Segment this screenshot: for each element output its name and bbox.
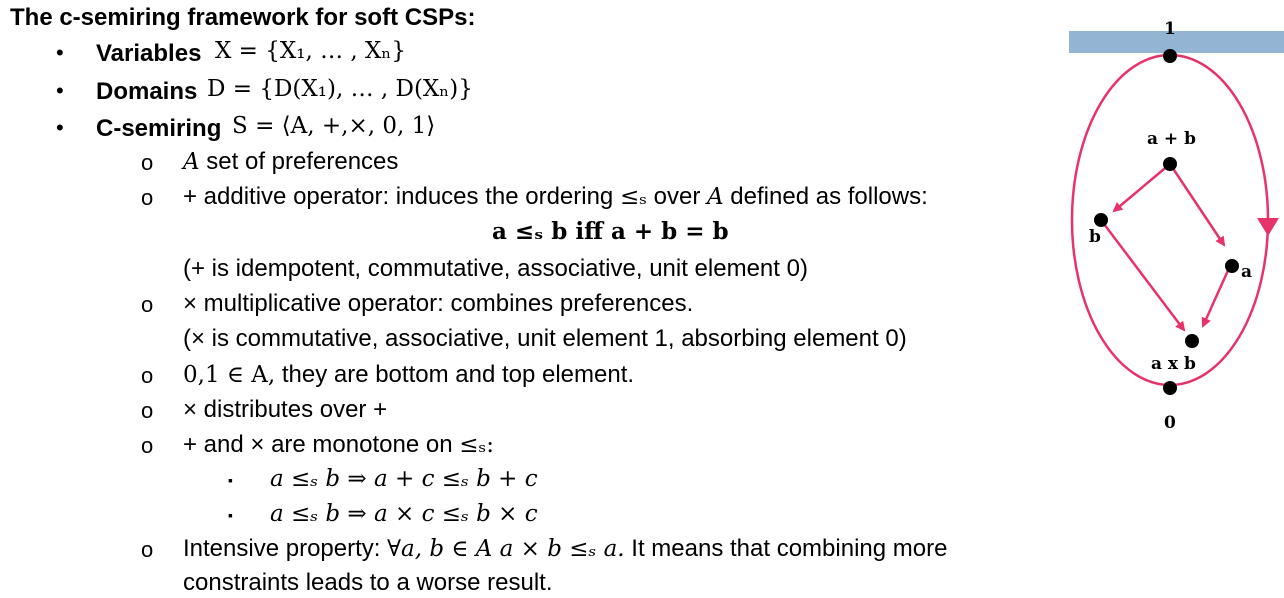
intensive-text-b: It means that combining more [624, 535, 948, 562]
node-join [1163, 157, 1177, 171]
sub-item-additive [183, 183, 928, 211]
bottom-top-math: 0,1 ∈ A, [183, 362, 276, 388]
edge-join-to-b [1114, 164, 1170, 211]
sub-marker: o [141, 398, 154, 423]
intensive-line2: constraints leads to a worse result. [183, 569, 553, 596]
additive-text-c: defined as follows: [723, 183, 928, 210]
domains-label: Domains [96, 78, 198, 105]
bullet-marker: • [56, 78, 64, 103]
distributes-text: × distributes over + [183, 396, 388, 423]
intensive-math: ∀a, b ∈ A a × b ≤ₛ a. [387, 536, 625, 562]
label-bottom: 0 [1164, 413, 1176, 433]
sub-marker: o [141, 185, 154, 210]
bullet-marker: • [56, 40, 64, 65]
sub-marker: o [141, 292, 154, 317]
edge-join-to-a [1170, 164, 1224, 245]
multiplicative-note: (× is commutative, associative, unit element 1, absorbing element 0) [183, 325, 907, 352]
node-a [1225, 259, 1239, 273]
square-marker: ▪ [228, 507, 233, 523]
node-meet [1185, 334, 1199, 348]
semiring-lattice-diagram [1060, 0, 1284, 440]
label-a: a [1241, 262, 1253, 282]
page-title: The c-semiring framework for soft CSPs: [10, 4, 476, 31]
monotone-multiplicative-rule: a ≤ₛ b ⇒ a × c ≤ₛ b × c [270, 501, 538, 527]
monotone-additive-rule: a ≤ₛ b ⇒ a + c ≤ₛ b + c [270, 466, 538, 492]
sub-item-preferences [183, 148, 398, 176]
node-bottom [1163, 381, 1177, 395]
intensive-text-a: Intensive property: [183, 535, 388, 562]
sub-marker: o [141, 150, 154, 175]
monotone-math: ≤ₛ: [459, 432, 494, 458]
edge-b-to-meet [1101, 220, 1184, 330]
label-meet: a x b [1151, 354, 1196, 374]
bottom-top-text: they are bottom and top element. [275, 361, 635, 388]
additive-text-a: + additive operator: induces the ordering [183, 183, 620, 210]
ellipse-arrow-icon [1257, 218, 1279, 236]
csemiring-label: C-semiring [96, 115, 222, 142]
sub-marker: o [141, 363, 154, 388]
additive-note: (+ is idempotent, commutative, associative, unit element 0) [183, 255, 808, 282]
variables-label: Variables [96, 40, 202, 67]
ordering-formula: a ≤ₛ b iff a + b = b [492, 218, 729, 245]
node-top [1163, 49, 1177, 63]
domains-math: D = {D(X₁), … , D(Xₙ)} [207, 76, 473, 102]
additive-text-b: over [646, 183, 708, 210]
monotone-text: + and × are monotone on [183, 431, 460, 458]
label-b: b [1089, 227, 1101, 247]
additive-set-math: A [707, 184, 724, 210]
edge-a-to-meet [1203, 266, 1230, 326]
top-bar [1069, 31, 1284, 53]
label-top: 1 [1164, 19, 1176, 39]
sub-item-bottom-top [183, 361, 634, 389]
square-marker: ▪ [228, 472, 233, 488]
label-join: a + b [1147, 129, 1196, 149]
sub-item-monotone [183, 431, 494, 459]
preferences-math: A [183, 149, 200, 175]
additive-ordering-math: ≤ₛ [619, 184, 647, 210]
preferences-text: set of preferences [199, 148, 399, 175]
sub-item-intensive [183, 535, 947, 563]
node-b [1094, 213, 1108, 227]
multiplicative-text: × multiplicative operator: combines preferences. [183, 290, 694, 317]
variables-math: X = {X₁, … , Xₙ} [215, 38, 407, 64]
bullet-marker: • [56, 115, 64, 140]
sub-marker: o [141, 433, 154, 458]
sub-marker: o [141, 537, 154, 562]
csemiring-math: S = ⟨A, +,×, 0, 1⟩ [232, 113, 436, 139]
